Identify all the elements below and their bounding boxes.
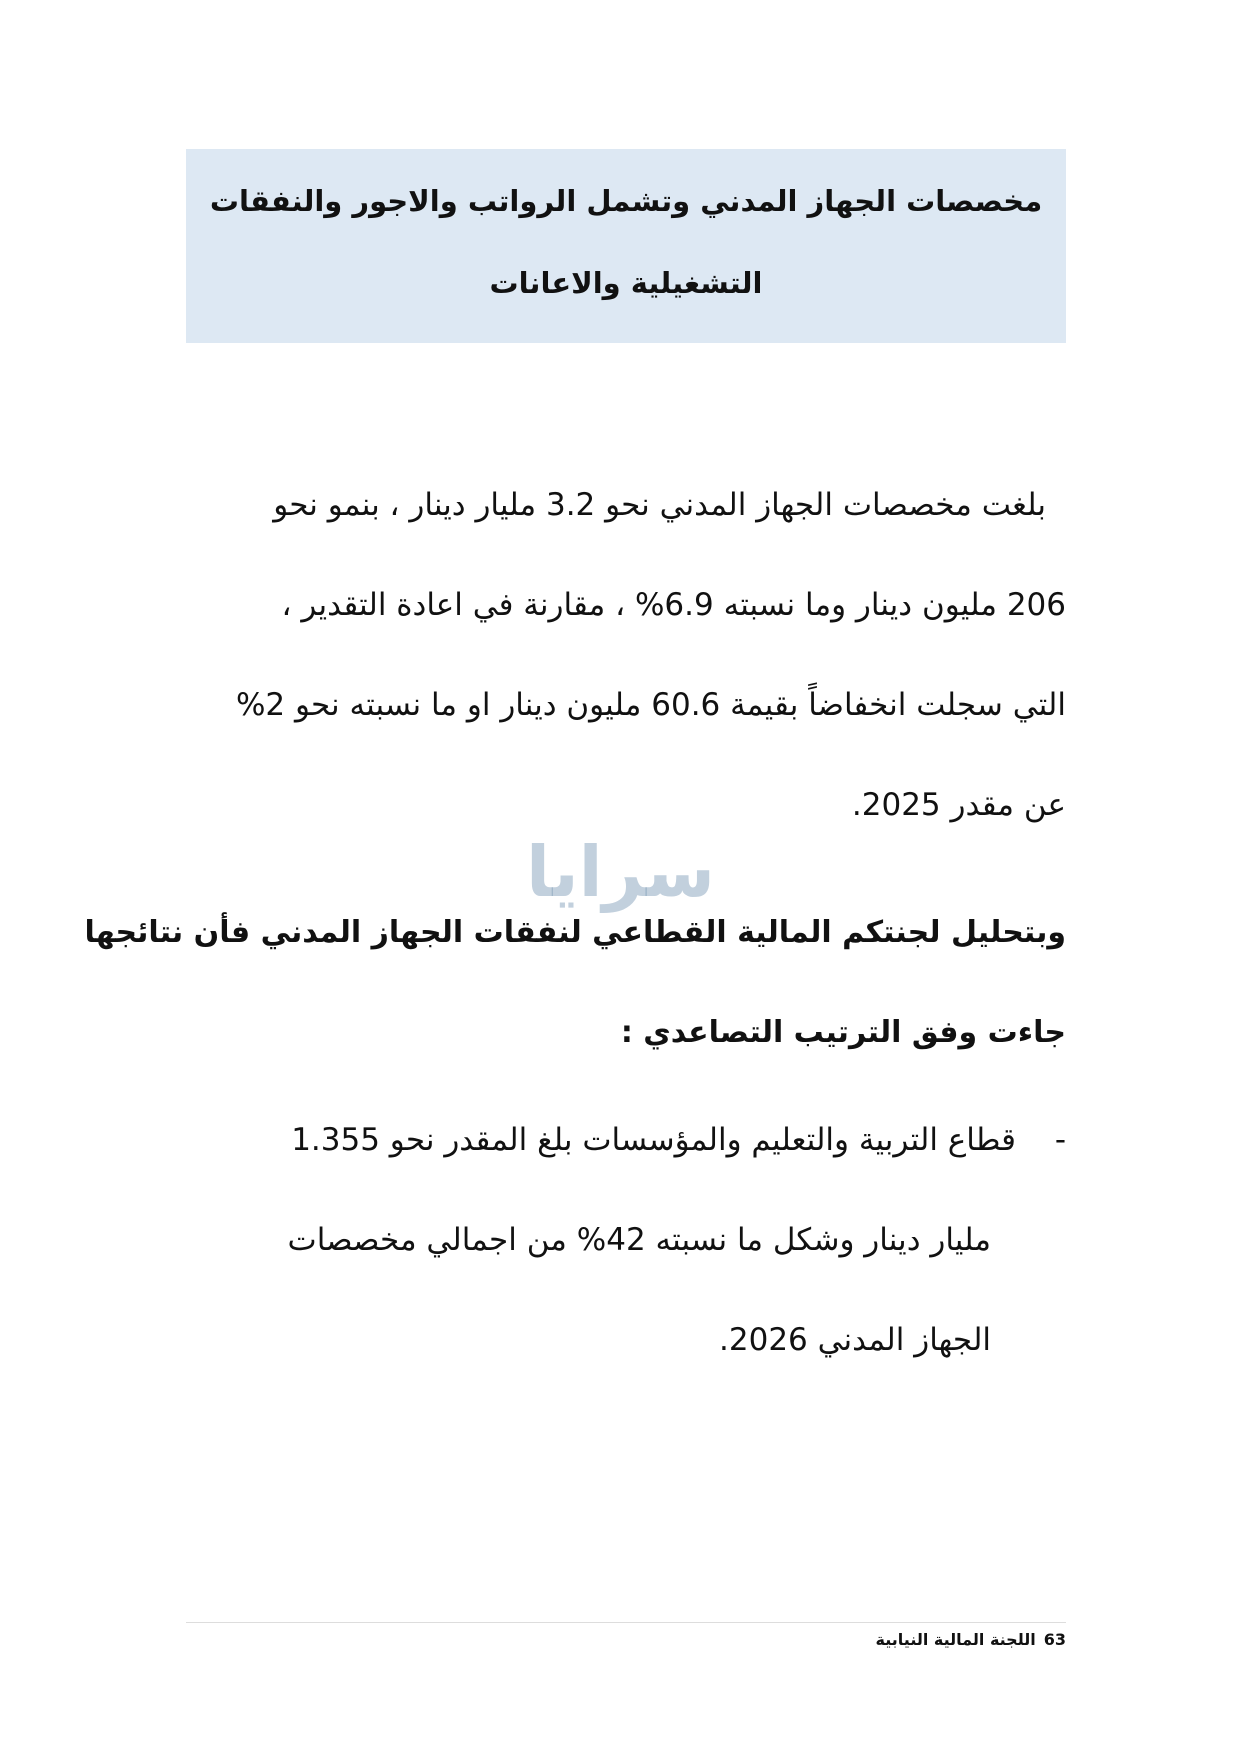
footer-divider [186, 1622, 1066, 1623]
bullet-line: مليار دينار وشكل ما نسبته 42% من اجمالي مخصصات [287, 1222, 991, 1258]
bullet-item [186, 1090, 1066, 1390]
bullet-line: الجهاز المدني 2026. [719, 1322, 991, 1358]
intro-line: بلغت مخصصات الجهاز المدني نحو 3.2 مليار دينار ، بنمو نحو [273, 487, 1046, 523]
bullet-text: قطاع التربية والتعليم والمؤسسات بلغ المقدر نحو 1.355 [291, 1122, 1016, 1158]
footer-committee: اللجنة المالية النيابية [875, 1630, 1036, 1649]
intro-line: 206 مليون دينار وما نسبته 6.9% ، مقارنة في اعادة التقدير ، [281, 587, 1066, 623]
section-title-line-2: التشغيلية والاعانات [489, 266, 763, 300]
watermark-logo: سرايا [526, 831, 715, 913]
intro-line: عن مقدر 2025. [851, 787, 1066, 823]
analysis-line: وبتحليل لجنتكم المالية القطاعي لنفقات الجهاز المدني فأن نتائجها [84, 915, 1066, 950]
analysis-paragraph [84, 883, 1066, 1083]
page-footer [868, 1630, 1066, 1649]
section-title-line-1: مخصصات الجهاز المدني وتشمل الرواتب والاجور والنفقات [209, 184, 1043, 218]
intro-line: التي سجلت انخفاضاً بقيمة 60.6 مليون دينار او ما نسبته نحو 2% [235, 687, 1066, 723]
bullet-dash: - [1054, 1122, 1066, 1158]
section-title-box [186, 149, 1066, 343]
page-number: 63 [1043, 1630, 1066, 1649]
bullet-line [186, 1090, 1066, 1190]
intro-paragraph [186, 455, 1066, 855]
analysis-line: جاءت وفق الترتيب التصاعدي : [620, 1015, 1066, 1050]
